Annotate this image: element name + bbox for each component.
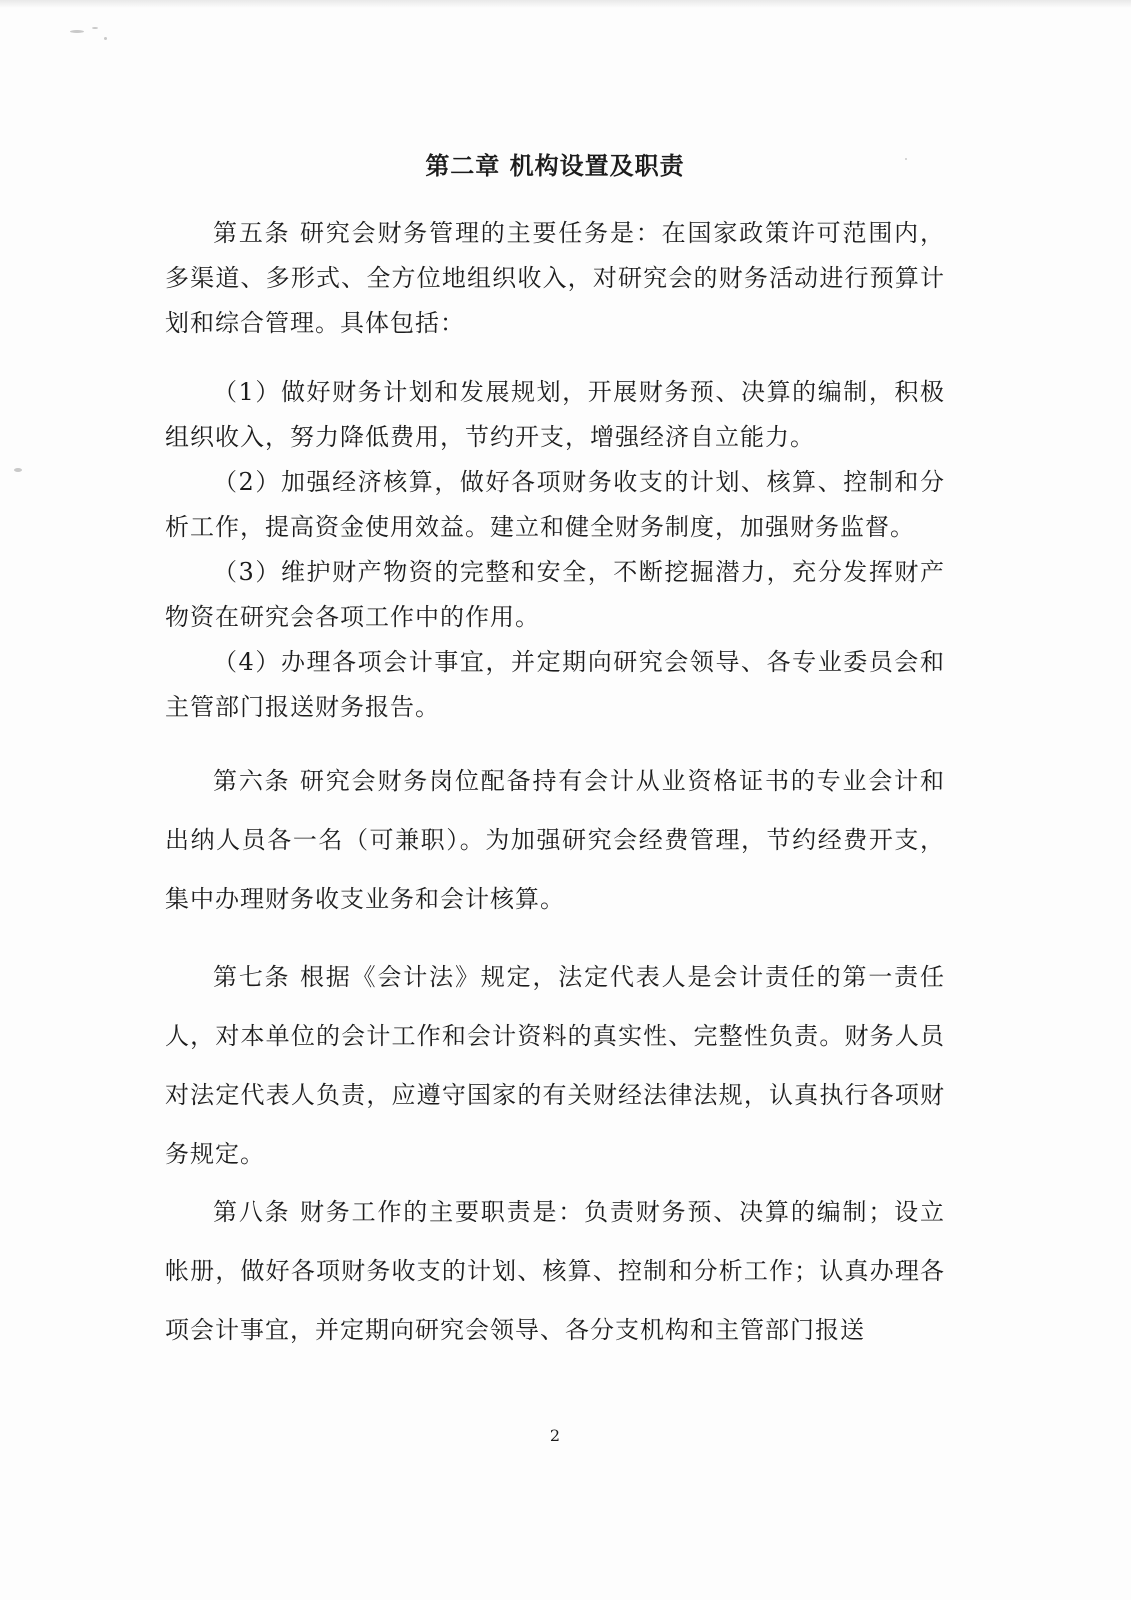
article-5-item-4: （4）办理各项会计事宜，并定期向研究会领导、各专业委员会和主管部门报送财务报告。 [165,648,945,721]
article-5-intro: 第五条 研究会财务管理的主要任务是：在国家政策许可范围内，多渠道、多形式、全方位地组织收入，对研究会的财务活动进行预算计划和综合管理。具体包括： [165,219,945,337]
article-5-item-1: （1）做好财务计划和发展规划，开展财务预、决算的编制，积极组织收入，努力降低费用，节约开支，增强经济自立能力。 [165,378,945,451]
chapter-title: 第二章 机构设置及职责 [425,151,685,180]
scan-speck [104,37,107,40]
article-5-item-2: （2）加强经济核算，做好各项财务收支的计划、核算、控制和分析工作，提高资金使用效益。建立和健全财务制度，加强财务监督。 [165,468,945,541]
article-6: 第六条 研究会财务岗位配备持有会计从业资格证书的专业会计和出纳人员各一名（可兼职）。为加强研究会经费管理，节约经费开支，集中办理财务收支业务和会计核算。 [165,767,945,913]
article-7: 第七条 根据《会计法》规定，法定代表人是会计责任的第一责任人，对本单位的会计工作和会计资料的真实性、完整性负责。财务人员对法定代表人负责，应遵守国家的有关财经法律法规，认真执行各项财务规定。 [165,963,945,1168]
article-8: 第八条 财务工作的主要职责是：负责财务预、决算的编制；设立帐册，做好各项财务收支的计划、核算、控制和分析工作；认真办理各项会计事宜，并定期向研究会领导、各分支机构和主管部门报送 [165,1198,945,1344]
scan-top-edge [0,0,1131,8]
scan-speck [92,27,98,29]
scan-speck [14,468,22,472]
scan-speck [70,30,84,33]
page-number: 2 [549,1426,561,1445]
article-5-item-3: （3）维护财产物资的完整和安全，不断挖掘潜力，充分发挥财产物资在研究会各项工作中的作用。 [165,558,945,631]
